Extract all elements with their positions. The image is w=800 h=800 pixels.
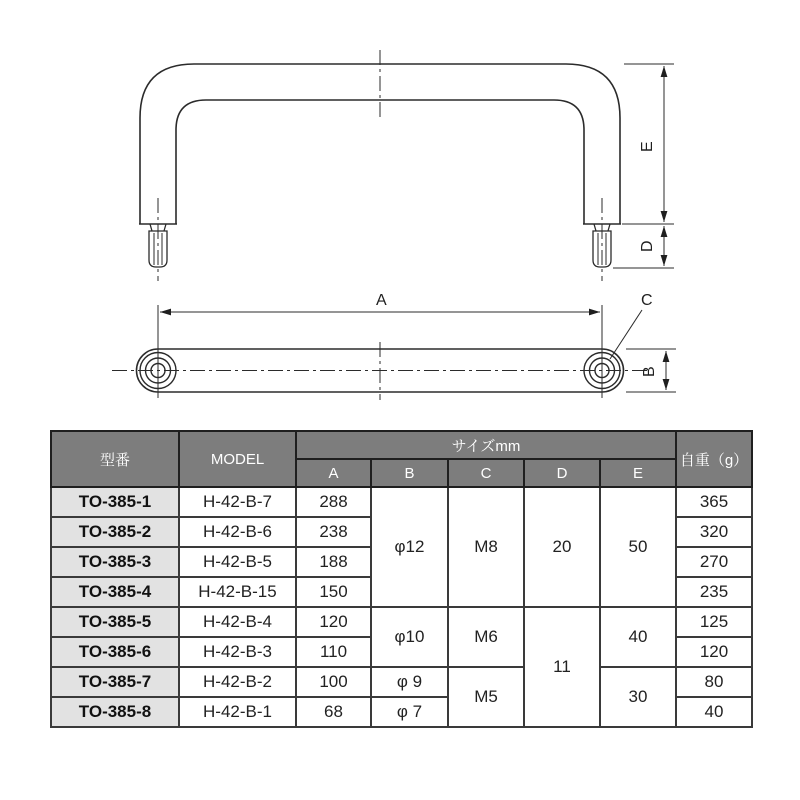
front-centerlines (158, 50, 602, 281)
top-view (112, 292, 676, 400)
cell-e-group: 40 (600, 607, 676, 667)
cell-model-no: TO-385-1 (51, 487, 179, 517)
cell-weight: 320 (676, 517, 752, 547)
cell-d-group: 11 (524, 607, 600, 727)
dimension-e-d (613, 64, 674, 268)
cell-a: 68 (296, 697, 371, 727)
cell-c-group: M6 (448, 607, 524, 667)
cell-model-no: TO-385-6 (51, 637, 179, 667)
cell-b-group: φ 7 (371, 697, 448, 727)
cell-model-no: TO-385-7 (51, 667, 179, 697)
header-model-no: 型番 (51, 431, 179, 487)
dim-label-b: B (641, 366, 658, 377)
cell-weight: 125 (676, 607, 752, 637)
cell-model-no: TO-385-4 (51, 577, 179, 607)
cell-b-group: φ 9 (371, 667, 448, 697)
cell-weight: 365 (676, 487, 752, 517)
cell-model-no: TO-385-8 (51, 697, 179, 727)
cell-model: H-42-B-5 (179, 547, 296, 577)
cell-b-group: φ10 (371, 607, 448, 667)
header-col-e: E (600, 459, 676, 487)
c-leader-line (610, 310, 642, 359)
cell-e-group: 50 (600, 487, 676, 607)
cell-model: H-42-B-3 (179, 637, 296, 667)
header-col-b: B (371, 459, 448, 487)
front-view (139, 50, 674, 281)
cell-e-group: 30 (600, 667, 676, 727)
cell-weight: 40 (676, 697, 752, 727)
cell-a: 100 (296, 667, 371, 697)
cell-a: 150 (296, 577, 371, 607)
spec-table (50, 430, 753, 728)
cell-model-no: TO-385-5 (51, 607, 179, 637)
dim-label-a: A (376, 292, 387, 309)
cell-model: H-42-B-6 (179, 517, 296, 547)
cell-b-group: φ12 (371, 487, 448, 607)
table-row (51, 607, 752, 637)
header-col-a: A (296, 459, 371, 487)
cell-c-group: M5 (448, 667, 524, 727)
header-col-c: C (448, 459, 524, 487)
header-col-d: D (524, 459, 600, 487)
cell-a: 188 (296, 547, 371, 577)
header-row-1 (51, 431, 752, 459)
table-row (51, 667, 752, 697)
table-row (51, 487, 752, 517)
cell-weight: 270 (676, 547, 752, 577)
cell-model: H-42-B-1 (179, 697, 296, 727)
cell-weight: 120 (676, 637, 752, 667)
handle-inner-outline (176, 100, 584, 224)
cell-a: 288 (296, 487, 371, 517)
cell-model: H-42-B-2 (179, 667, 296, 697)
cell-weight: 235 (676, 577, 752, 607)
header-weight: 自重（g） (676, 431, 752, 487)
cell-model: H-42-B-15 (179, 577, 296, 607)
header-size-group: サイズmm (296, 431, 676, 459)
cell-model: H-42-B-7 (179, 487, 296, 517)
cell-a: 110 (296, 637, 371, 667)
cell-model: H-42-B-4 (179, 607, 296, 637)
dim-label-c: C (641, 292, 653, 309)
cell-c-group: M8 (448, 487, 524, 607)
cell-a: 238 (296, 517, 371, 547)
cell-d-group: 20 (524, 487, 600, 607)
cell-weight: 80 (676, 667, 752, 697)
cell-model-no: TO-385-3 (51, 547, 179, 577)
header-model: MODEL (179, 431, 296, 487)
cell-model-no: TO-385-2 (51, 517, 179, 547)
cell-a: 120 (296, 607, 371, 637)
dim-label-e: E (639, 141, 656, 152)
dim-label-d: D (639, 240, 656, 252)
